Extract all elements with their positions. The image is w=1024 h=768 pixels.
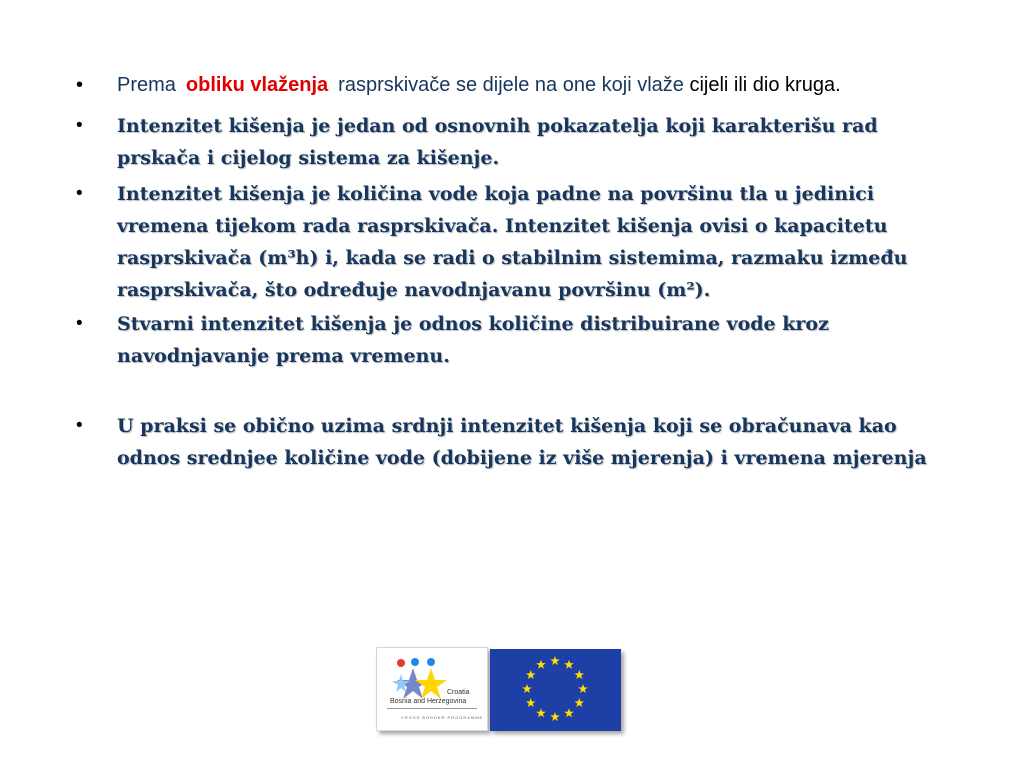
logo-divider — [387, 708, 477, 709]
logo-text-croatia: Croatia — [447, 689, 470, 696]
bullet-1-highlight: obliku vlaženja — [185, 74, 329, 96]
bullet-3-text: Intenzitet kišenja je količina vode koja padne na površinu tla u jedinici vremena tijekom rada rasprskivača. Intenzitet kišenja ovisi o kapacitetu rasprskivača (m³h) i, kada se radi o stabilnim sistemima, razmaku između rasprskivača, što određuje navodnjavanu površinu (m²). — [117, 183, 908, 301]
cross-border-programme-logo — [376, 647, 488, 731]
bullet-item-3 — [76, 178, 956, 306]
bullet-1-mid: rasprskivače se dijele na one koji vlaže — [338, 74, 684, 96]
bullet-item-1 — [76, 72, 956, 98]
bullet-item-2 — [76, 110, 956, 174]
eu-flag-logo — [490, 649, 621, 731]
eu-star-icon — [536, 660, 546, 669]
logo-text-bih: Bosnia and Herzegovina — [390, 698, 467, 705]
eu-star-icon — [574, 670, 584, 679]
eu-stars-icon — [490, 649, 621, 731]
bullet-item-4 — [76, 308, 956, 372]
eu-star-icon — [536, 708, 546, 717]
bullet-2-text: Intenzitet kišenja je jedan od osnovnih pokazatelja koji karakterišu rad prskača i cijelog sistema za kišenje. — [117, 115, 878, 169]
eu-star-icon — [550, 712, 560, 721]
eu-star-icon — [522, 684, 532, 693]
programme-stars-icon — [385, 654, 455, 704]
bullet-symbol: • — [76, 415, 83, 436]
bullet-5-text: U praksi se obično uzima srdnji intenzitet kišenja koji se obračunava kao odnos srednjee količine vode (dobijene iz više mjerenja) i vremena mjerenja — [117, 415, 927, 469]
logo-text-programme: CROSS BORDER PROGRAMME — [401, 715, 484, 720]
bullet-symbol: • — [76, 115, 83, 136]
bullet-1-lead: Prema — [117, 74, 176, 96]
bullet-item-5 — [76, 410, 956, 474]
bullet-1-tail: cijeli ili dio kruga. — [689, 74, 841, 96]
bullet-4-text: Stvarni intenzitet kišenja je odnos količine distribuirane vode kroz navodnjavanje prema vremenu. — [117, 313, 829, 367]
eu-star-icon — [550, 656, 560, 665]
bullet-list — [76, 72, 956, 474]
eu-star-icon — [574, 698, 584, 707]
eu-star-icon — [564, 660, 574, 669]
bullet-symbol: • — [76, 183, 83, 204]
eu-star-icon — [578, 684, 588, 693]
eu-star-icon — [564, 708, 574, 717]
bullet-symbol: • — [76, 313, 83, 334]
eu-star-icon — [526, 670, 536, 679]
eu-star-icon — [526, 698, 536, 707]
bullet-symbol: • — [76, 74, 84, 96]
